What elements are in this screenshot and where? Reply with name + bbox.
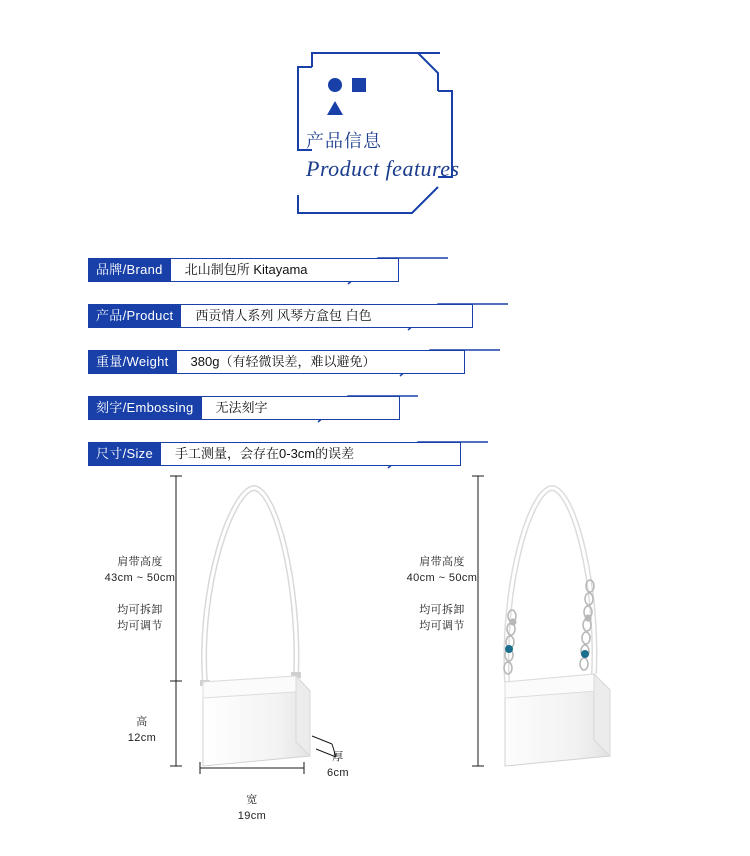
left-width-value: 19cm: [237, 810, 267, 822]
left-height-label: 高: [136, 716, 148, 728]
spec-value-weight: 380g（有轻微误差，难以避免）: [177, 350, 465, 374]
header-title-en: Product features: [306, 156, 460, 181]
spec-label-weight: 重量/Weight: [88, 350, 177, 374]
right-strap-note-2: 均可调节: [419, 620, 465, 632]
triangle-icon: [327, 101, 343, 115]
diagram-graphic: [0, 466, 750, 851]
table-row: [0, 304, 750, 336]
table-row: [0, 396, 750, 428]
spec-value-embossing: 无法刻字: [202, 396, 400, 420]
spec-label-product: 产品/Product: [88, 304, 181, 328]
bag-dimension-diagram: [0, 466, 750, 851]
square-icon: [352, 78, 366, 92]
spec-value-size: 手工测量，会存在0-3cm的误差: [161, 442, 461, 466]
header-banner: [0, 0, 750, 240]
left-strap-height-label: 肩带高度: [117, 556, 163, 568]
header-title-cn: 产品信息: [306, 131, 382, 151]
spec-label-size: 尺寸/Size: [88, 442, 161, 466]
left-strap-height-value: 43cm ~ 50cm: [104, 572, 176, 584]
left-width-label: 宽: [246, 794, 258, 806]
spec-value-brand: 北山制包所 Kitayama: [171, 258, 399, 282]
left-depth-value: 6cm: [327, 767, 349, 779]
right-strap-height-value: 40cm ~ 50cm: [406, 572, 478, 584]
left-strap-note-1: 均可拆卸: [117, 604, 163, 616]
table-row: [0, 258, 750, 290]
right-strap-note-1: 均可拆卸: [419, 604, 465, 616]
left-height-value: 12cm: [127, 732, 157, 744]
spec-label-embossing: 刻字/Embossing: [88, 396, 202, 420]
table-row: [0, 350, 750, 382]
spec-label-brand: 品牌/Brand: [88, 258, 171, 282]
product-spec-list: [0, 258, 750, 488]
left-depth-label: 厚: [332, 751, 344, 763]
spec-value-product: 西贡情人系列 风琴方盒包 白色: [181, 304, 473, 328]
left-strap-note-2: 均可调节: [117, 620, 163, 632]
circle-icon: [328, 78, 342, 92]
right-strap-height-label: 肩带高度: [419, 556, 465, 568]
